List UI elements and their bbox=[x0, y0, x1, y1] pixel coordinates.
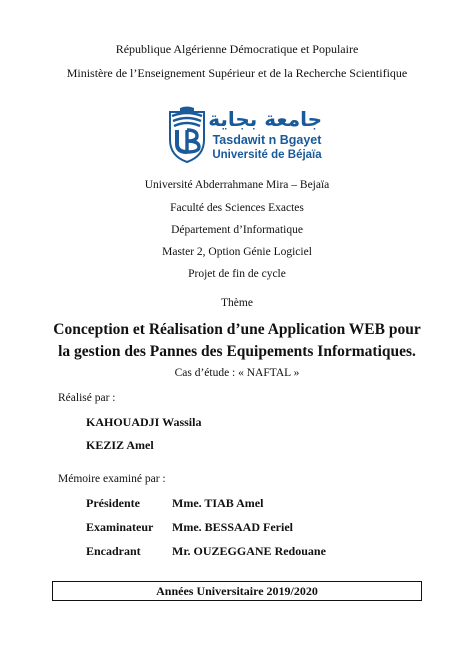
university-emblem-icon bbox=[166, 106, 208, 164]
university-logo bbox=[166, 106, 326, 168]
republic-header: République Algérienne Démocratique et Populaire bbox=[115, 42, 359, 56]
academic-year-box bbox=[52, 581, 422, 601]
jury-name-president: Mme. TIAB Amel bbox=[172, 496, 264, 510]
theme-label: Thème bbox=[221, 297, 253, 309]
logo-french-name: Université de Béjaïa bbox=[212, 149, 322, 161]
university-name: Université Abderrahmane Mira – Bejaïa bbox=[144, 179, 330, 191]
academic-year: Années Universitaire 2019/2020 bbox=[156, 584, 318, 598]
thesis-title-line-2: la gestion des Pannes des Equipements Informatiques. bbox=[58, 343, 416, 360]
author-name: KEZIZ Amel bbox=[86, 438, 154, 452]
project-type: Projet de fin de cycle bbox=[188, 268, 286, 280]
program-name: Master 2, Option Génie Logiciel bbox=[162, 246, 312, 258]
jury-name-examiner: Mme. BESSAAD Feriel bbox=[172, 520, 293, 534]
author-name: KAHOUADJI Wassila bbox=[86, 415, 202, 429]
jury-label: Mémoire examiné par : bbox=[58, 473, 166, 485]
jury-role-examiner: Examinateur bbox=[86, 520, 154, 534]
logo-arabic-text: جامعة بجاية bbox=[208, 107, 322, 131]
ministry-header: Ministère de l’Enseignement Supérieur et de la Recherche Scientifique bbox=[66, 66, 408, 80]
jury-name-supervisor: Mr. OUZEGGANE Redouane bbox=[172, 544, 326, 558]
faculty-name: Faculté des Sciences Exactes bbox=[170, 202, 304, 214]
thesis-title-line-1: Conception et Réalisation d’une Application WEB pour bbox=[53, 321, 421, 338]
logo-kabyle-name: Tasdawit n Bgayet bbox=[212, 133, 322, 147]
authors-label: Réalisé par : bbox=[58, 392, 116, 404]
department-name: Département d’Informatique bbox=[171, 224, 303, 236]
case-study: Cas d’étude : « NAFTAL » bbox=[174, 367, 300, 379]
jury-role-supervisor: Encadrant bbox=[86, 544, 141, 558]
jury-role-president: Présidente bbox=[86, 496, 140, 510]
